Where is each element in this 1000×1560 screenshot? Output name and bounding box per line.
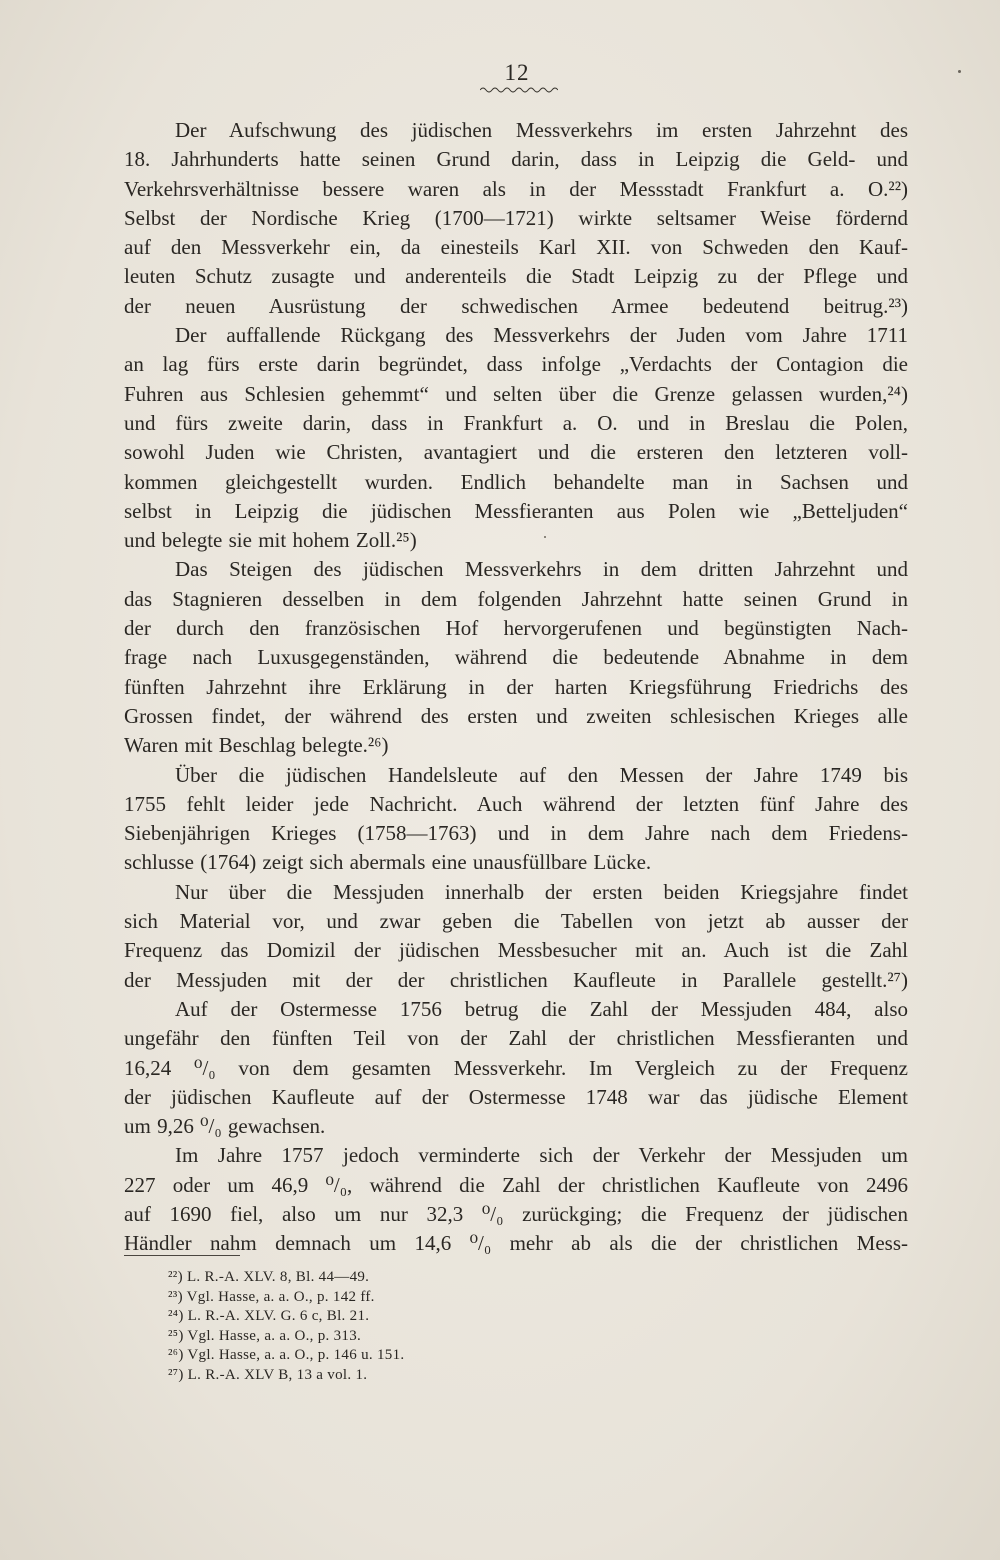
footnote: ²⁴) L. R.-A. XLV. G. 6 c, Bl. 21. — [168, 1308, 370, 1324]
text-line: und belegte sie mit hohem Zoll.²⁵) — [124, 528, 417, 553]
body-text — [124, 116, 908, 1259]
paragraph-3 — [124, 555, 908, 760]
footnote: ²⁷) L. R.-A. XLV B, 13 a vol. 1. — [168, 1366, 368, 1383]
footnote: ²³) Vgl. Hasse, a. a. O., p. 142 ff. — [168, 1288, 375, 1305]
text-line: Fuhren aus Schlesien gehemmt“ und selten über die Grenze gelassen wurden,²⁴) — [124, 381, 908, 406]
footnote: ²²) L. R.-A. XLV. 8, Bl. 44—49. — [168, 1269, 370, 1285]
text-line: Grossen findet, der während des ersten und zweiten schlesischen Krieges alle — [124, 703, 908, 728]
text-line: Auf der Ostermesse 1756 betrug die Zahl der Messjuden 484, also — [175, 996, 908, 1021]
text-line: auf 1690 fiel, also um nur 32,3 ⁰/₀ zurückging; die Frequenz der jüdischen — [124, 1201, 908, 1226]
footnote-separator — [124, 1255, 240, 1256]
text-line: Der auffallende Rückgang des Messverkehrs der Juden vom Jahre 1711 — [175, 323, 908, 348]
page-number-ornament — [480, 86, 558, 94]
paper-speck — [544, 536, 546, 538]
text-line: Händler nahm demnach um 14,6 ⁰/₀ mehr ab als die der christlichen Mess- — [124, 1231, 908, 1256]
text-line: Selbst der Nordische Krieg (1700—1721) wirkte seltsamer Weise fördernd — [124, 205, 908, 230]
text-line: sich Material vor, und zwar geben die Tabellen von jetzt ab ausser der — [124, 909, 908, 934]
text-line: und fürs zweite darin, dass in Frankfurt a. O. und in Breslau die Polen, — [124, 410, 908, 435]
text-line: auf den Messverkehr ein, da einesteils Karl XII. von Schweden den Kauf- — [124, 235, 908, 260]
footnotes — [168, 1268, 568, 1385]
text-line: Nur über die Messjuden innerhalb der ersten beiden Kriegsjahre findet — [175, 879, 908, 904]
text-line: 16,24 ⁰/₀ von dem gesamten Messverkehr. Im Vergleich zu der Frequenz — [124, 1055, 908, 1080]
text-line: Über die jüdischen Handelsleute auf den Messen der Jahre 1749 bis — [175, 762, 908, 787]
paragraph-5 — [124, 878, 908, 995]
text-line: Der Aufschwung des jüdischen Messverkehrs im ersten Jahrzehnt des — [175, 118, 908, 142]
text-line: Frequenz das Domizil der jüdischen Messbesucher mit an. Auch ist die Zahl — [124, 938, 908, 963]
text-line: 227 oder um 46,9 ⁰/₀, während die Zahl der christlichen Kaufleute von 2496 — [124, 1172, 908, 1197]
text-line: kommen gleichgestellt wurden. Endlich behandelte man in Sachsen und — [124, 469, 908, 494]
text-line: Verkehrsverhältnisse bessere waren als in der Messstadt Frankfurt a. O.²²) — [124, 176, 908, 201]
text-line: Im Jahre 1757 jedoch verminderte sich der Verkehr der Messjuden um — [175, 1143, 908, 1168]
text-line: frage nach Luxusgegenständen, während die bedeutende Abnahme in dem — [124, 645, 908, 670]
text-line: 18. Jahrhunderts hatte seinen Grund darin, dass in Leipzig die Geld- und — [124, 147, 908, 172]
text-line: der Messjuden mit der der christlichen Kaufleute in Parallele gestellt.²⁷) — [124, 967, 908, 992]
paragraph-6 — [124, 995, 908, 1141]
page-number: 12 — [504, 60, 530, 85]
text-line: das Stagnieren desselben in dem folgenden Jahrzehnt hatte seinen Grund in — [124, 586, 908, 611]
text-line: an lag fürs erste darin begründet, dass infolge „Verdachts der Contagion die — [124, 352, 908, 377]
text-line: um 9,26 ⁰/₀ gewachsen. — [124, 1114, 326, 1139]
paragraph-4 — [124, 761, 908, 878]
text-line: Siebenjährigen Krieges (1758—1763) und in dem Jahre nach dem Friedens- — [124, 821, 908, 846]
text-line: schlusse (1764) zeigt sich abermals eine unausfüllbare Lücke. — [124, 850, 652, 875]
text-line: der durch den französischen Hof hervorgerufenen und begünstigten Nach- — [124, 616, 908, 641]
text-line: der jüdischen Kaufleute auf der Ostermesse 1748 war das jüdische Element — [124, 1084, 908, 1109]
paragraph-2 — [124, 321, 908, 555]
text-line: sowohl Juden wie Christen, avantagiert und die ersteren den letzteren voll- — [124, 440, 908, 465]
paragraph-7 — [124, 1141, 908, 1258]
text-line: selbst in Leipzig die jüdischen Messfieranten aus Polen wie „Betteljuden“ — [124, 498, 908, 523]
text-line: ungefähr den fünften Teil von der Zahl der christlichen Messfieranten und — [124, 1026, 908, 1051]
text-line: leuten Schutz zusagte und anderenteils die Stadt Leipzig zu der Pflege und — [124, 264, 908, 289]
text-line: Waren mit Beschlag belegte.²⁶) — [124, 733, 389, 758]
text-line: fünften Jahrzehnt ihre Erklärung in der harten Kriegsführung Friedrichs des — [124, 674, 908, 699]
footnote: ²⁵) Vgl. Hasse, a. a. O., p. 313. — [168, 1327, 362, 1344]
footnote: ²⁶) Vgl. Hasse, a. a. O., p. 146 u. 151. — [168, 1347, 405, 1363]
paragraph-1 — [124, 116, 908, 321]
text-line: Das Steigen des jüdischen Messverkehrs in dem dritten Jahrzehnt und — [175, 557, 908, 582]
text-line: 1755 fehlt leider jede Nachricht. Auch während der letzten fünf Jahre des — [124, 791, 908, 816]
paper-speck — [958, 70, 961, 73]
text-line: der neuen Ausrüstung der schwedischen Armee bedeutend beitrug.²³) — [124, 293, 908, 318]
